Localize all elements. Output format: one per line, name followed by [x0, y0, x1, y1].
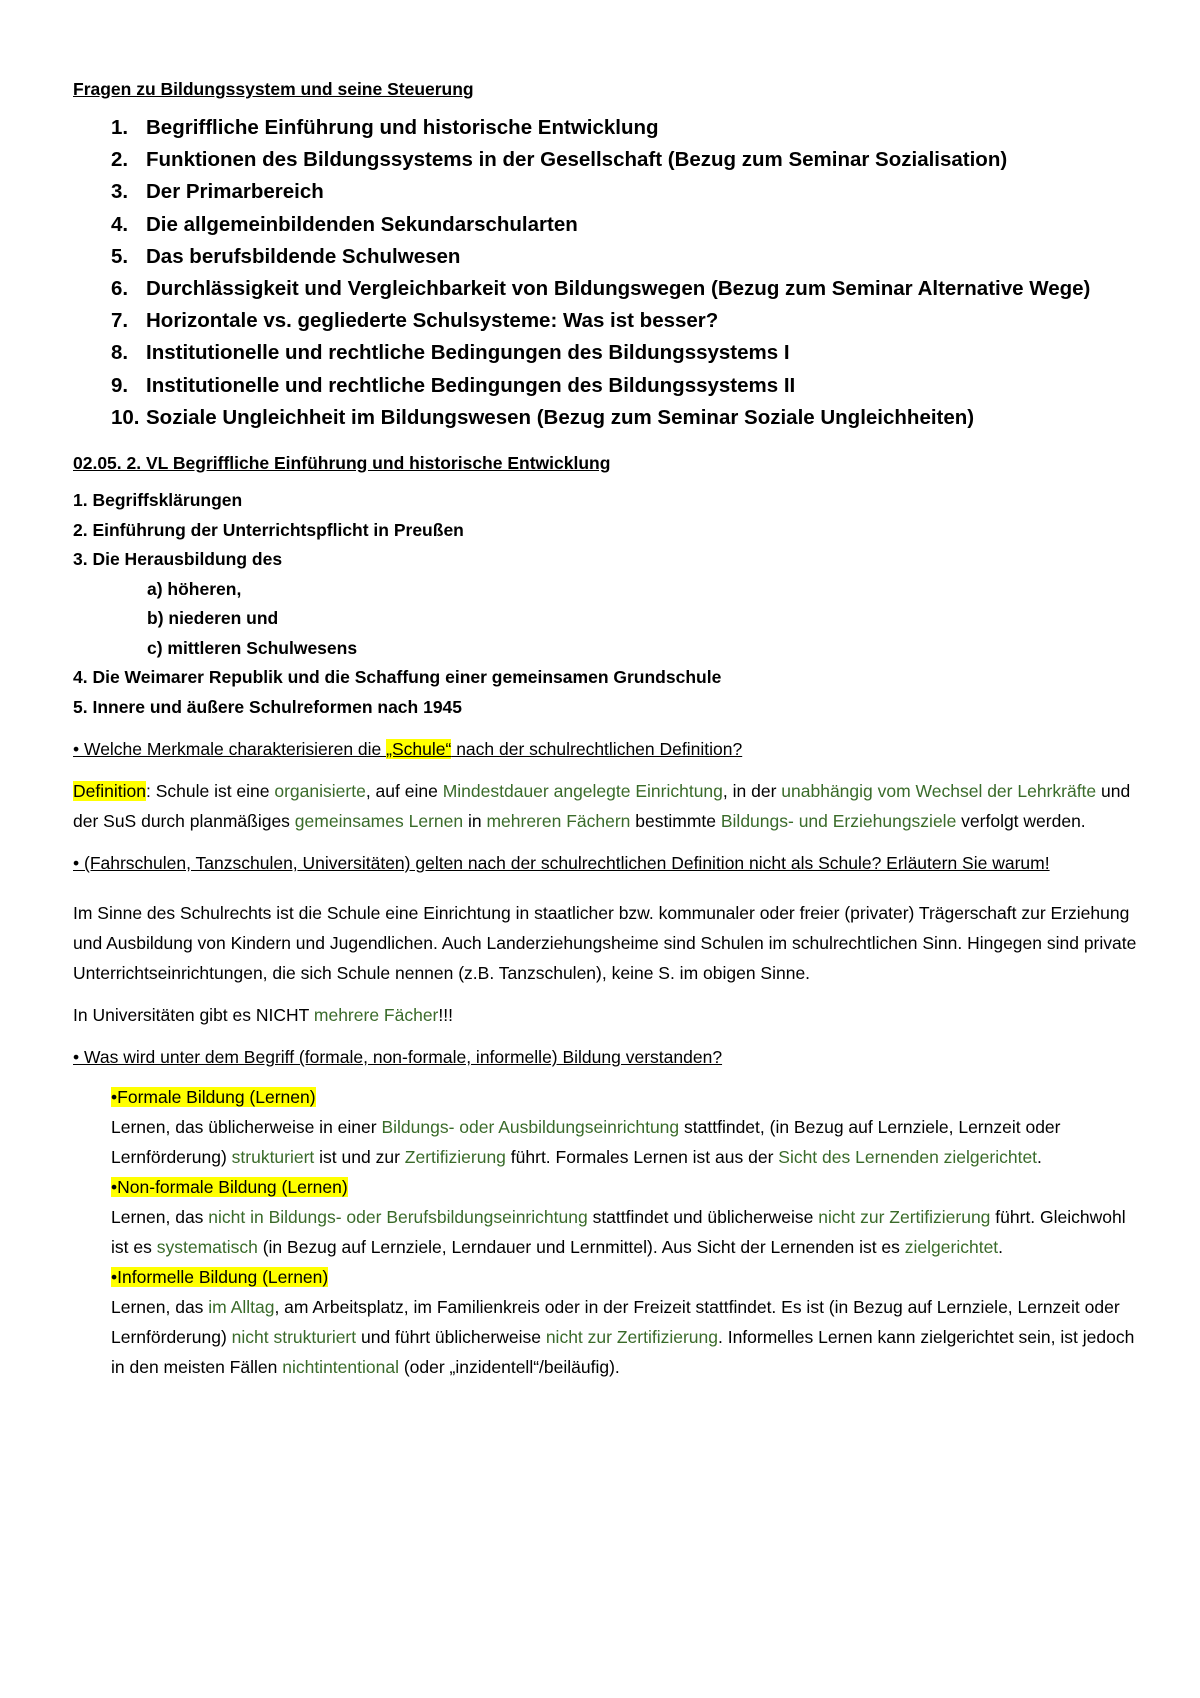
key-term: nicht zur Zertifizierung — [545, 1327, 718, 1348]
key-term: Mindestdauer angelegte Einrichtung — [442, 781, 723, 802]
text-span: . Informelles Lernen kann zielgerichtet sein, ist jedoch in den meisten Fällen — [111, 1327, 1135, 1378]
topic-item — [73, 144, 1137, 176]
outline-item: 2. Einführung der Unterrichtspflicht in Preußen — [73, 519, 464, 540]
key-term: Sicht des Lernenden zielgerichtet — [778, 1147, 1038, 1168]
key-term: unabhängig vom Wechsel der Lehrkräfte — [781, 781, 1097, 802]
text-span: bestimmte — [630, 811, 721, 832]
topic-text: Durchlässigkeit und Vergleichbarkeit von Bildungswegen (Bezug zum Seminar Alternative Wege) — [146, 277, 1091, 301]
document-page — [73, 74, 1137, 1382]
key-term: mehreren Fächern — [486, 811, 631, 832]
outline-subitem: a) höheren, — [147, 578, 242, 599]
bullet-heading: Informelle Bildung (Lernen) — [117, 1267, 329, 1288]
topic-text: Der Primarbereich — [146, 180, 324, 204]
topic-number: 6. — [111, 277, 129, 301]
question-non-schools: • (Fahrschulen, Tanzschulen, Universitäten) gelten nach der schulrechtlichen Definition nicht als Schule? Erläutern Sie warum! — [73, 853, 1050, 874]
topic-text: Das berufsbildende Schulwesen — [146, 244, 461, 268]
topic-item — [73, 402, 1137, 434]
document-title: Fragen zu Bildungssystem und seine Steuerung — [73, 79, 474, 99]
text-span: und der SuS durch planmäßiges — [73, 781, 1131, 832]
text-span: , am Arbeitsplatz, im Familienkreis oder in der Freizeit stattfindet. Es ist (in Bezug auf Lernziele, Lernzeit oder Lernförderung) — [111, 1297, 1120, 1348]
topic-text: Horizontale vs. gegliederte Schulsysteme: Was ist besser? — [146, 309, 719, 333]
topic-item — [73, 337, 1137, 369]
text-span: !!! — [438, 1005, 453, 1026]
topic-text: Institutionelle und rechtliche Bedingungen des Bildungssystems II — [146, 373, 796, 397]
key-term: im Alltag — [208, 1297, 275, 1318]
key-term: gemeinsames Lernen — [294, 811, 464, 832]
topic-item — [73, 273, 1137, 305]
key-term: nicht strukturiert — [231, 1327, 357, 1348]
key-term: nicht zur Zertifizierung — [818, 1207, 991, 1228]
formal-education-block — [111, 1082, 1137, 1172]
outline-subitem: b) niederen und — [147, 608, 279, 629]
text-span: und führt üblicherweise — [356, 1327, 546, 1348]
text-span: führt. Gleichwohl ist es — [111, 1207, 1126, 1258]
key-term: Bildungs- oder Ausbildungseinrichtung — [381, 1117, 680, 1138]
key-term: Bildungs- und Erziehungsziele — [720, 811, 957, 832]
outline-item: 4. Die Weimarer Republik und die Schaffung einer gemeinsamen Grundschule — [73, 667, 722, 688]
question-text: nach der schulrechtlichen Definition? — [451, 739, 743, 760]
topic-text: Soziale Ungleichheit im Bildungswesen (Bezug zum Seminar Soziale Ungleichheiten) — [146, 405, 975, 429]
text-span: In Universitäten gibt es NICHT — [73, 1005, 314, 1026]
text-span: Lernen, das — [111, 1297, 209, 1318]
topic-item — [73, 305, 1137, 337]
text-span: stattfindet und üblicherweise — [587, 1207, 819, 1228]
answer-paragraph: Im Sinne des Schulrechts ist die Schule eine Einrichtung in staatlicher bzw. kommunaler oder freier (privater) Trägerschaft zur Erziehung und Ausbildung von Kindern und Jugendlichen. Auch Landerziehungsheime sind Schulen im schulrechtlichen Sinn. Hingegen sind private Unterrichtseinrichtungen, die sich Schule nennen (z.B. Tanzschulen), keine S. im obigen Sinne. — [73, 903, 1137, 984]
text-span: stattfindet, (in Bezug auf Lernziele, Lernzeit oder Lernförderung) — [111, 1117, 1061, 1168]
topic-text: Institutionelle und rechtliche Bedingungen des Bildungssystems I — [146, 341, 790, 365]
topic-number: 3. — [111, 180, 129, 204]
topic-number: 9. — [111, 373, 129, 397]
topic-number: 1. — [111, 116, 129, 139]
topic-item — [73, 176, 1137, 208]
topic-text: Funktionen des Bildungssystems in der Gesellschaft (Bezug zum Seminar Sozialisation) — [146, 148, 1008, 172]
outline-item: 1. Begriffsklärungen — [73, 490, 243, 511]
lecture-heading: 02.05. 2. VL Begriffliche Einführung und historische Entwicklung — [73, 453, 611, 474]
key-term: Zertifizierung — [404, 1147, 506, 1168]
topic-text: Begriffliche Einführung und historische Entwicklung — [146, 116, 659, 139]
key-term: systematisch — [156, 1237, 258, 1258]
topic-number: 10. — [111, 405, 140, 429]
text-span: . — [998, 1237, 1004, 1258]
text-span: . — [1037, 1147, 1042, 1168]
bullet-icon: • — [111, 1087, 118, 1108]
bullet-icon: • — [111, 1177, 118, 1198]
outline-subitem: c) mittleren Schulwesens — [147, 637, 358, 658]
text-span: führt. Formales Lernen ist aus der — [505, 1147, 779, 1168]
bullet-heading: Non-formale Bildung (Lernen) — [117, 1177, 348, 1198]
text-span: ist und zur — [314, 1147, 405, 1168]
key-term: nicht in Bildungs- oder Berufsbildungseinrichtung — [208, 1207, 588, 1228]
text-span: (in Bezug auf Lernziele, Lerndauer und Lernmittel). Aus Sicht der Lernenden ist es — [257, 1237, 905, 1258]
text-span: Lernen, das — [111, 1207, 209, 1228]
key-term: strukturiert — [231, 1147, 315, 1168]
topic-number: 8. — [111, 341, 129, 365]
bullet-heading: Formale Bildung (Lernen) — [117, 1087, 316, 1108]
key-term: zielgerichtet — [904, 1237, 999, 1258]
text-span: verfolgt werden. — [956, 811, 1086, 832]
text-span: in — [463, 811, 487, 832]
question-education-types: • Was wird unter dem Begriff (formale, non-formale, informelle) Bildung verstanden? — [73, 1047, 723, 1068]
text-span: (oder „inzidentell“/beiläufig). — [398, 1357, 620, 1378]
bullet-text — [111, 1202, 1137, 1262]
text-span: , in der — [722, 781, 782, 802]
nonformal-education-block — [111, 1172, 1137, 1262]
key-term: mehrere Fächer — [313, 1005, 439, 1026]
question-text: • Welche Merkmale charakterisieren die — [73, 739, 387, 760]
topic-number: 5. — [111, 244, 129, 268]
topic-list — [73, 112, 1137, 434]
definition-label: Definition — [73, 781, 146, 802]
key-term: nichtintentional — [282, 1357, 399, 1378]
bullet-text — [111, 1112, 1137, 1172]
topic-item — [73, 112, 1137, 144]
question-school-definition — [73, 734, 1137, 764]
text-span: , auf eine — [365, 781, 443, 802]
informal-education-block — [111, 1262, 1137, 1382]
bullet-text — [111, 1292, 1137, 1382]
outline-item: 5. Innere und äußere Schulreformen nach 1945 — [73, 696, 463, 717]
topic-item — [73, 370, 1137, 402]
topic-number: 2. — [111, 148, 129, 172]
text-span: Lernen, das üblicherweise in einer — [111, 1117, 382, 1138]
topic-number: 4. — [111, 212, 129, 236]
topic-item — [73, 209, 1137, 241]
definition-paragraph — [73, 776, 1137, 836]
topic-item — [73, 241, 1137, 273]
topic-number: 7. — [111, 309, 129, 333]
topic-text: Die allgemeinbildenden Sekundarschularten — [146, 212, 578, 236]
text-span: : Schule ist eine — [145, 781, 275, 802]
bullet-icon: • — [111, 1267, 118, 1288]
highlighted-term: „Schule“ — [386, 739, 452, 760]
universities-note — [73, 1000, 1137, 1030]
outline-item: 3. Die Herausbildung des — [73, 549, 283, 570]
key-term: organisierte — [274, 781, 366, 802]
lecture-outline — [73, 486, 1137, 722]
